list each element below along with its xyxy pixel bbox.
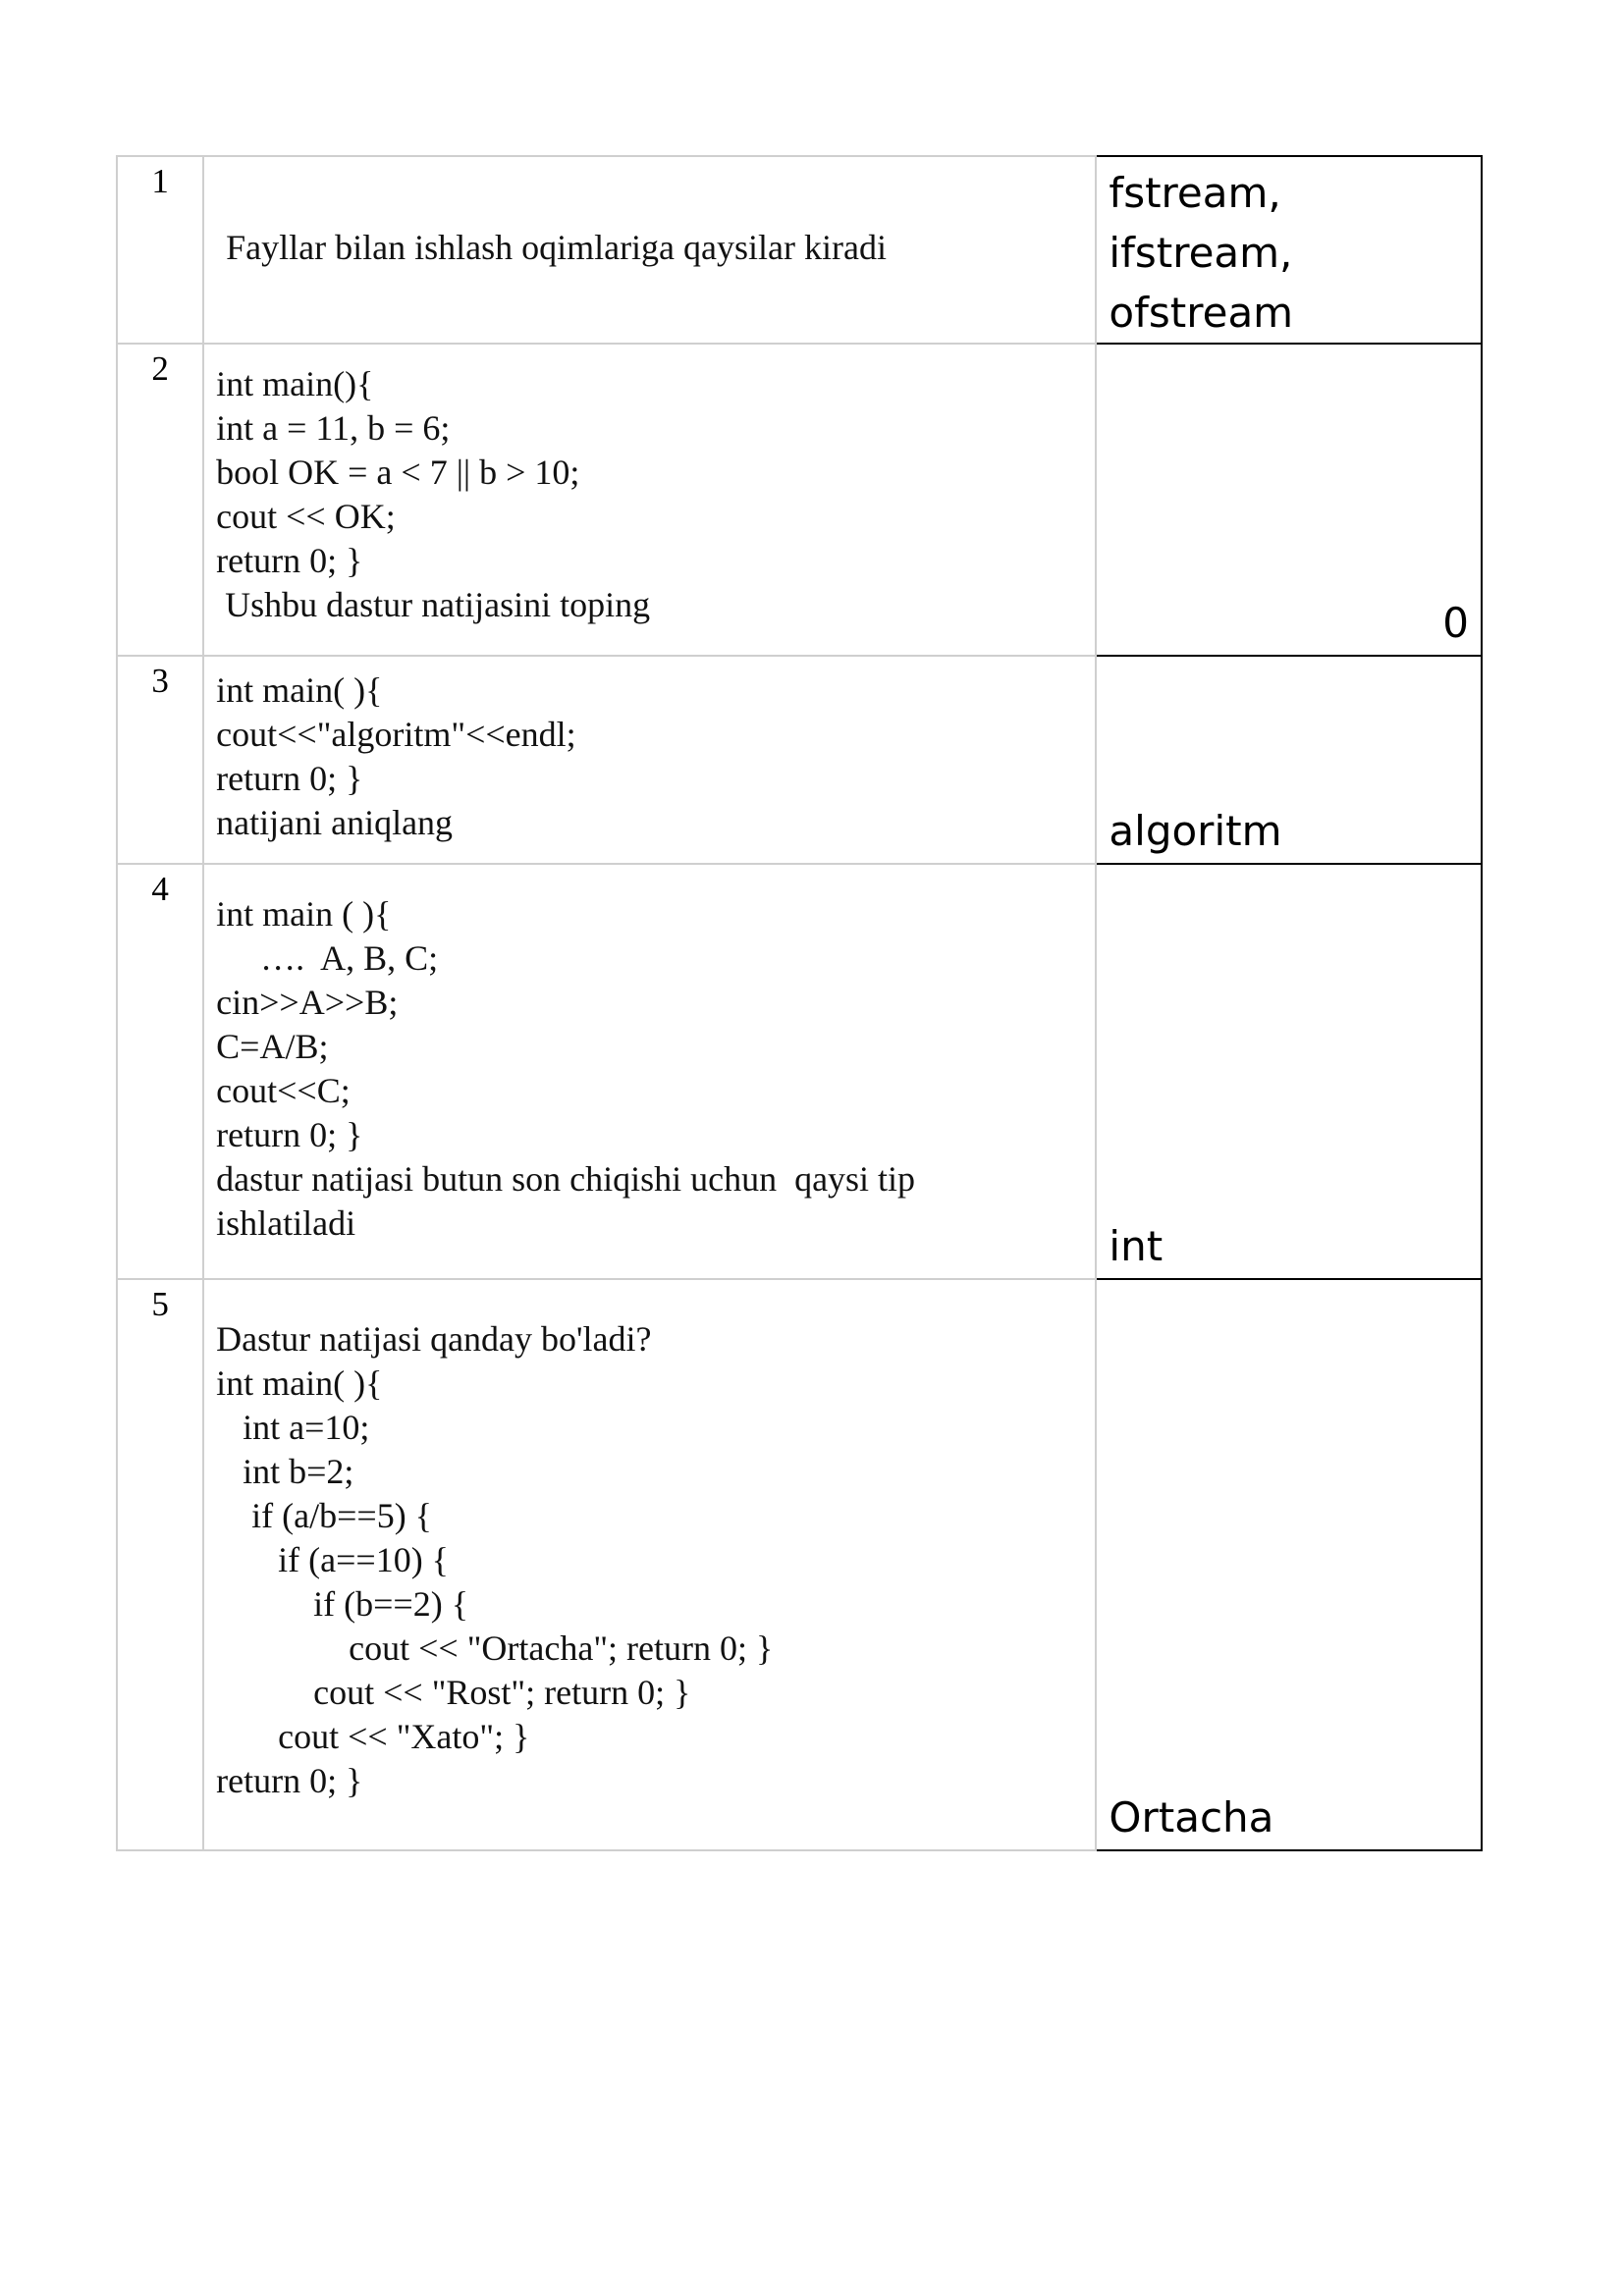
table-row	[117, 656, 1482, 864]
question-cell	[203, 656, 1096, 864]
answer-value: algoritm	[1109, 807, 1282, 855]
question-line: int main ( ){	[216, 894, 392, 934]
question-cell	[203, 864, 1096, 1279]
answer-cell	[1096, 1279, 1482, 1850]
question-line: int a = 11, b = 6;	[216, 408, 451, 448]
question-line: int a=10;	[216, 1408, 370, 1447]
question-cell	[203, 344, 1096, 656]
answer-cell	[1096, 344, 1482, 656]
question-line: natijani aniqlang	[216, 803, 454, 842]
question-line: int main( ){	[216, 1363, 383, 1403]
question-line: cout << OK;	[216, 497, 396, 536]
table-row	[117, 864, 1482, 1279]
question-line: dastur natijasi butun son chiqishi uchun qaysi tip	[216, 1159, 916, 1199]
answer-value: int	[1109, 1222, 1164, 1270]
question-line: cin>>A>>B;	[216, 983, 399, 1022]
question-cell	[203, 1279, 1096, 1850]
answer-line: fstream,	[1109, 169, 1281, 217]
question-line: cout<<C;	[216, 1071, 351, 1110]
answer-value: Ortacha	[1109, 1793, 1274, 1842]
question-line: …. A, B, C;	[216, 938, 439, 978]
question-line: Ushbu dastur natijasini toping	[216, 585, 651, 624]
question-line: C=A/B;	[216, 1027, 329, 1066]
question-line: int main( ){	[216, 670, 383, 710]
question-line: if (a==10) {	[216, 1540, 449, 1579]
answer-cell	[1096, 156, 1482, 344]
question-line: cout << "Xato"; }	[216, 1717, 530, 1756]
table-row	[117, 344, 1482, 656]
answer-line: ofstream	[1109, 289, 1294, 337]
questions-table	[116, 155, 1483, 1851]
answer-line: ifstream,	[1109, 229, 1293, 277]
question-line: cout << "Ortacha"; return 0; }	[216, 1629, 774, 1668]
table-row	[117, 1279, 1482, 1850]
question-line: return 0; }	[216, 759, 363, 798]
row-number: 3	[117, 656, 203, 864]
question-line: return 0; }	[216, 1761, 363, 1800]
question-line: int main(){	[216, 364, 374, 403]
answer-cell	[1096, 864, 1482, 1279]
row-number: 4	[117, 864, 203, 1279]
question-line: ishlatiladi	[216, 1203, 356, 1243]
table-row	[117, 156, 1482, 344]
question-line: Fayllar bilan ishlash oqimlariga qaysilar kiradi	[226, 228, 887, 267]
question-line: bool OK = a < 7 || b > 10;	[216, 453, 580, 492]
question-line: cout<<"algoritm"<<endl;	[216, 715, 576, 754]
question-line: if (a/b==5) {	[216, 1496, 432, 1535]
row-number: 5	[117, 1279, 203, 1850]
question-line: int b=2;	[216, 1452, 354, 1491]
row-number: 2	[117, 344, 203, 656]
row-number: 1	[117, 156, 203, 344]
question-line: if (b==2) {	[216, 1584, 468, 1624]
question-line: return 0; }	[216, 1115, 363, 1154]
question-line: return 0; }	[216, 541, 363, 580]
answer-value: 0	[1442, 599, 1469, 647]
answer-cell	[1096, 656, 1482, 864]
question-line: cout << "Rost"; return 0; }	[216, 1673, 691, 1712]
question-line: Dastur natijasi qanday bo'ladi?	[216, 1319, 652, 1359]
question-cell	[203, 156, 1096, 344]
